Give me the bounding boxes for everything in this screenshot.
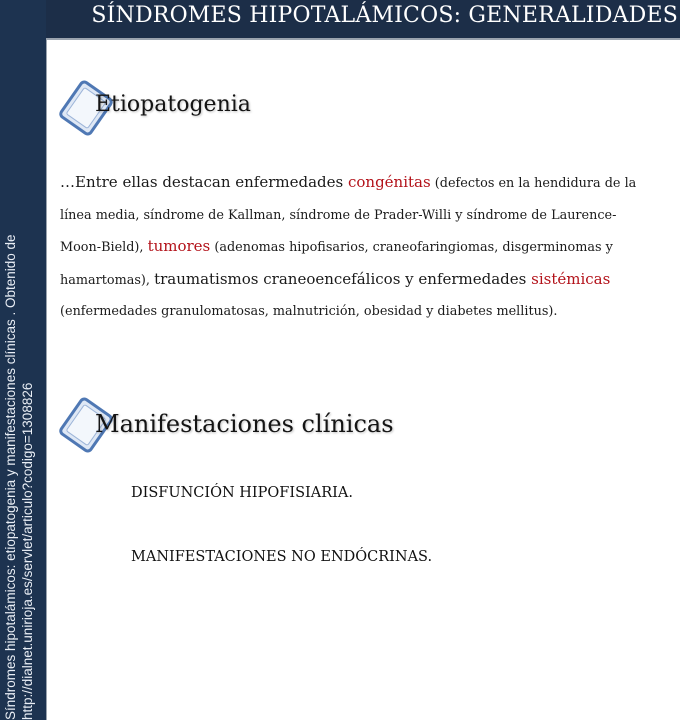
side-citation-strip: [0, 0, 46, 720]
term-sistemicas: sistémicas: [531, 269, 611, 288]
etiopatogenia-paragraph: [60, 167, 655, 328]
list-item: DISFUNCIÓN HIPOFISIARIA.: [131, 485, 353, 501]
slide-title: SÍNDROMES HIPOTALÁMICOS: GENERALIDADES: [91, 3, 678, 28]
para-text-5: (enfermedades granulomatosas, malnutrición, obesidad y diabetes mellitus).: [60, 304, 558, 319]
heading-manifestaciones: Manifestaciones clínicas: [95, 410, 394, 438]
list-item: MANIFESTACIONES NO ENDÓCRINAS.: [131, 549, 433, 565]
term-congenitas: congénitas: [347, 173, 431, 191]
term-tumores: tumores: [147, 237, 211, 255]
side-citation: [0, 0, 46, 720]
para-text-1: …Entre ellas destacan enfermedades: [60, 173, 348, 191]
para-text-4: traumatismos craneoencefálicos y enfermedades: [154, 269, 532, 288]
slide-content: [46, 38, 680, 720]
side-citation-line2: http://dialnet.unirioja.es/servlet/articulo?codigo=1308826: [20, 382, 35, 720]
side-citation-line1: Síndromes hipotalámicos: etiopatogenia y manifestaciones clínicas . Obtenido de: [3, 234, 18, 720]
para-text-2: (defectos en la hendidura de la línea media, síndrome de Kallman, síndrome de Prader-Willi y síndrome de Laurence-Moon-Bield),: [60, 176, 637, 255]
para-text-3: (adenomas hipofisarios, craneofaringiomas, disgerminomas y hamartomas),: [60, 240, 613, 288]
heading-etiopatogenia: Etiopatogenia: [95, 92, 251, 117]
title-bar: [46, 0, 680, 38]
